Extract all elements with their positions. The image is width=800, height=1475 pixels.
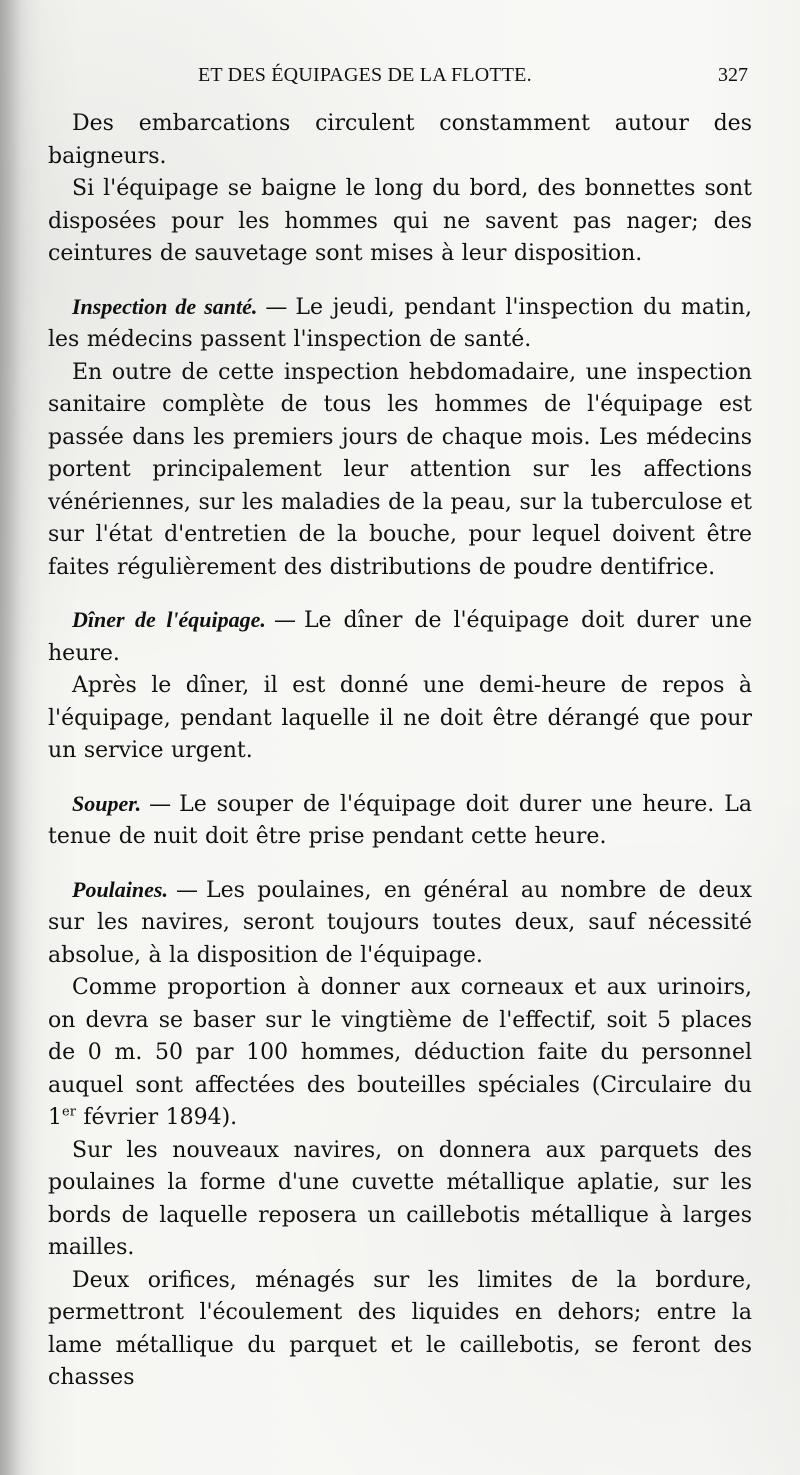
superscript-er: er xyxy=(62,1104,76,1120)
paragraph-8-text: Les poulaines, en général au nombre de deux sur les navires, seront toujours toutes deux, sauf nécessité absolue, à la disposition de l'équipage. xyxy=(48,877,752,968)
paragraph-10: Sur les nouveaux navires, on donnera aux parquets des poulaines la forme d'une cuvette métallique aplatie, sur les bords de laquelle reposera un caillebotis métallique à larges mailles. xyxy=(48,1137,752,1260)
paragraph-6: Après le dîner, il est donné une demi-heure de repos à l'équipage, pendant laquelle il ne doit être dérangé que pour un service urgent. xyxy=(48,673,752,763)
section-heading-supper: Souper. xyxy=(72,790,142,816)
bathing-section xyxy=(48,108,752,271)
health-inspection-section xyxy=(48,291,752,585)
paragraph-5-text: Le dîner de l'équipage doit durer une heure. xyxy=(48,608,753,666)
page-number: 327 xyxy=(718,64,748,86)
paragraph-2: Si l'équipage se baigne le long du bord, des bonnettes sont disposées pour les hommes qui ne savent pas nager; des ceintures de sauvetage sont mises à leur disposition. xyxy=(48,176,752,266)
paragraph-7-text: Le souper de l'équipage doit durer une heure. La tenue de nuit doit être prise pendant cette heure. xyxy=(48,791,752,849)
supper-section xyxy=(48,788,752,854)
heading-separator: — xyxy=(265,294,288,320)
paragraph-5 xyxy=(48,604,752,670)
running-title: ET DES ÉQUIPAGES DE LA FLOTTE. xyxy=(198,64,532,86)
heading-separator: — xyxy=(175,877,198,903)
paragraph-9-text-part2: février 1894). xyxy=(75,1105,238,1130)
paragraph-3 xyxy=(48,291,752,357)
section-heading-poulaines: Poulaines. xyxy=(72,876,168,902)
paragraph-8 xyxy=(48,874,752,973)
paragraph-4: En outre de cette inspection hebdomadaire, une inspection sanitaire complète de tous les hommes de l'équipage est passée dans les premiers jours de chaque mois. Les médecins portent principalement leur attention sur les affections vénériennes, sur les maladies de la peau, sur la tuberculose et sur l'état d'entretien de la bouche, pour lequel doivent être faites régulièrement des distributions de poudre dentifrice. xyxy=(48,359,752,580)
heading-separator: — xyxy=(149,791,172,817)
paragraph-3-text: Le jeudi, pendant l'inspection du matin, les médecins passent l'inspection de santé. xyxy=(48,294,752,352)
section-heading-health-inspection: Inspection de santé. xyxy=(72,293,258,319)
paragraph-1: Des embarcations circulent constamment autour des baigneurs. xyxy=(48,111,752,169)
heading-separator: — xyxy=(273,608,296,633)
paragraph-9-text-part1: Comme proportion à donner aux corneaux et aux urinoirs, on devra se baser sur le vingtième de l'effectif, soit 5 places de 0 m. 50 par 100 hommes, déduction faite du personnel auquel sont affectées des bouteilles spéciales (Circulaire du 1 xyxy=(48,975,752,1130)
paragraph-9 xyxy=(48,972,752,1135)
paragraph-11: Deux orifices, ménagés sur les limites de la bordure, permettront l'écoulement des liquides en dehors; entre la lame métallique du parquet et le caillebotis, se feront des chasses xyxy=(48,1267,752,1390)
paragraph-7 xyxy=(48,788,752,854)
section-heading-crew-dinner: Dîner de l'équipage. xyxy=(72,607,266,632)
page-header xyxy=(48,64,748,92)
page-body xyxy=(48,108,752,1415)
page-edge-shadow xyxy=(0,0,42,1475)
poulaines-section xyxy=(48,874,752,1395)
crew-dinner-section xyxy=(48,604,752,768)
